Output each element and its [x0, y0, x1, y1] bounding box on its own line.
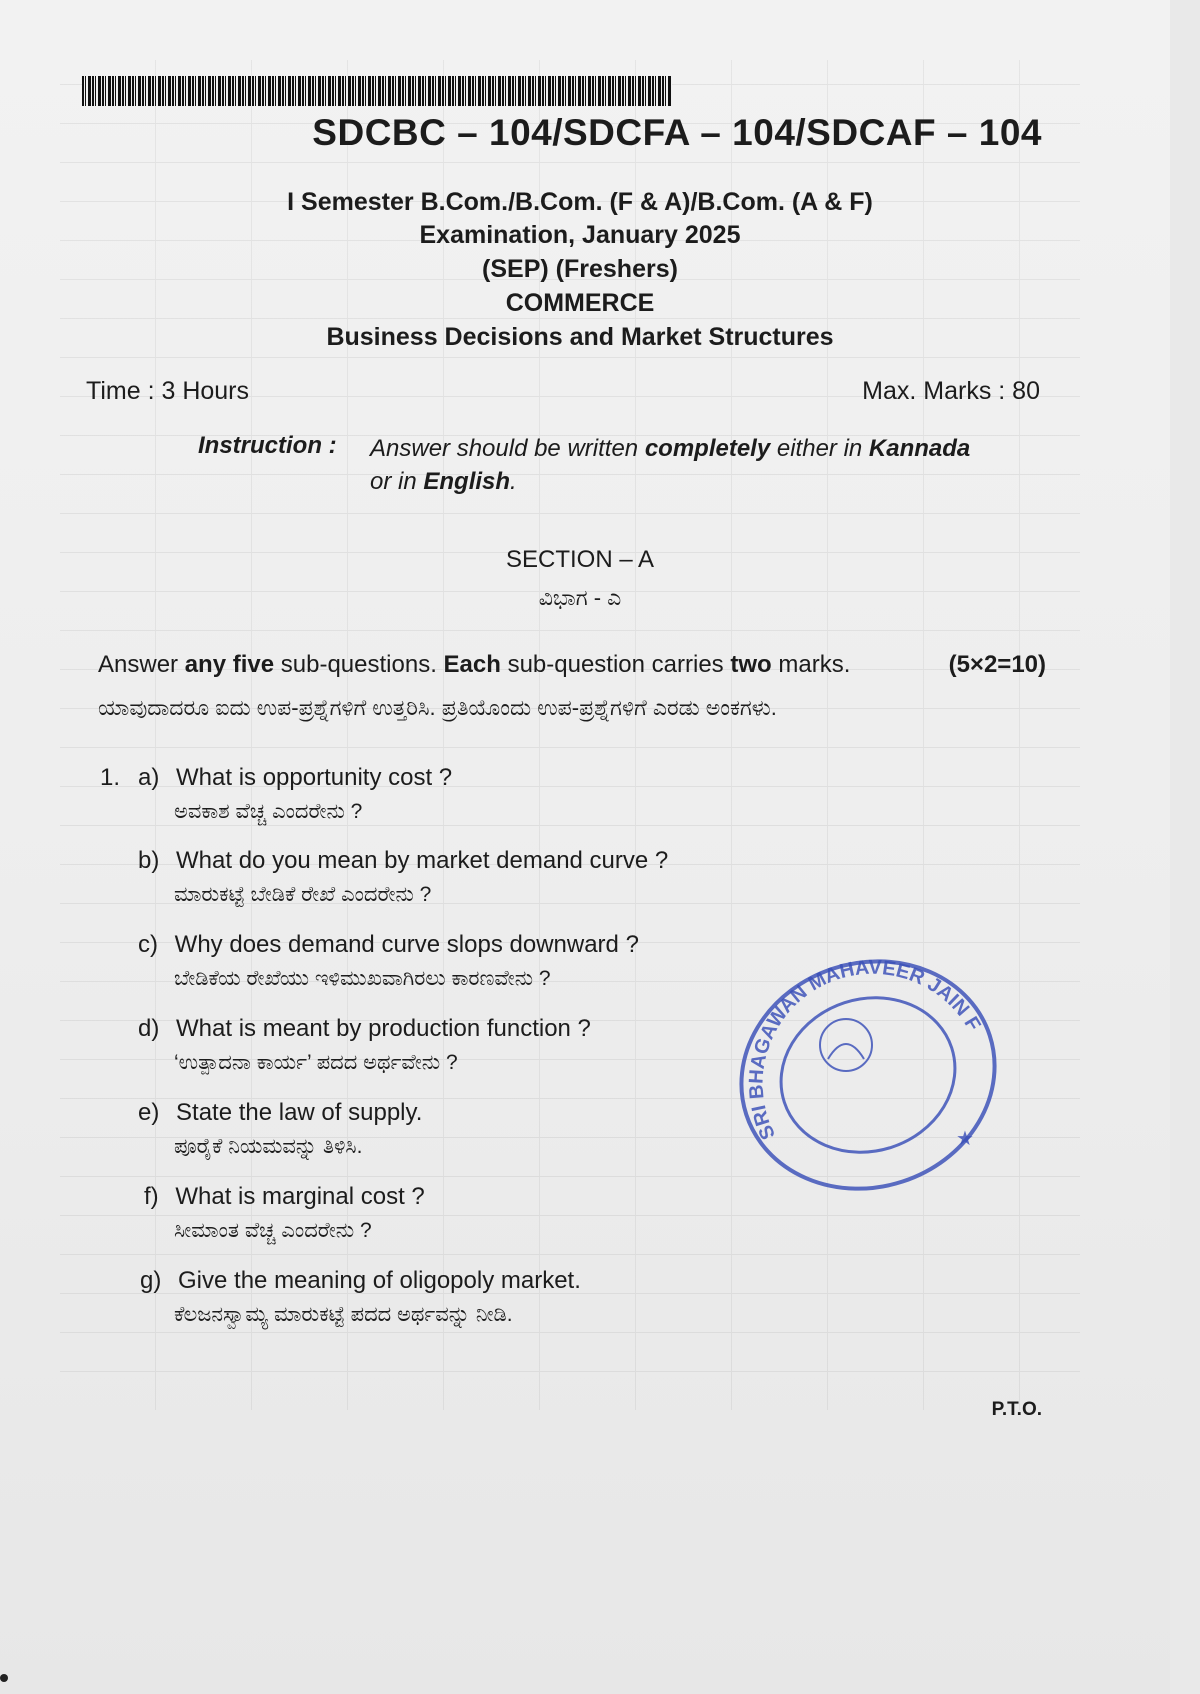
college-stamp: [718, 935, 1018, 1195]
stamp-lettering: SRI BHAGAWAN MAHAVEER JAIN FIRST: [745, 956, 985, 1143]
subquestion-label: e): [138, 1099, 160, 1126]
subquestion-label: f): [144, 1183, 159, 1210]
subquestion-kannada: ‘ಉತ್ಪಾದನಾ ಕಾರ್ಯ’ ಪದದ ಅರ್ಥವೇನು ?: [174, 1051, 458, 1074]
subquestion-text: State the law of supply.: [176, 1099, 423, 1126]
subquestion-kannada: ಪೂರೈಕೆ ನಿಯಮವನ್ನು ತಿಳಿಸಿ.: [174, 1135, 363, 1158]
subquestion-label: g): [140, 1267, 162, 1294]
subquestion-text: What do you mean by market demand curve ?: [176, 847, 669, 874]
answer-instruction-kannada: ಯಾವುದಾದರೂ ಐದು ಉಪ-ಪ್ರಶ್ನೆಗಳಿಗೆ ಉತ್ತರಿಸಿ. ಪ್ರತಿಯೊಂದು ಉಪ-ಪ್ರಶ್ನೆಗಳಿಗೆ ಎರಡು ಅಂಕಗಳು.: [98, 695, 777, 720]
svg-text:SRI BHAGAWAN MAHAVEER JAIN FIR: [718, 935, 985, 1158]
subquestion-kannada: ಸೀಮಾಂತ ವೆಚ್ಚ ಎಂದರೇನು ?: [174, 1219, 372, 1242]
barcode: [82, 76, 672, 106]
max-marks: Max. Marks : 80: [862, 377, 1040, 405]
subquestion-b: [138, 847, 668, 907]
subquestion-d: [138, 1015, 591, 1075]
exam-line: Examination, January 2025: [419, 221, 741, 249]
subquestion-f: [144, 1183, 425, 1243]
subquestion-label: b): [138, 847, 160, 874]
subquestion-label: d): [138, 1015, 160, 1042]
subquestion-g: [140, 1267, 581, 1327]
question-number: 1.: [100, 764, 121, 791]
section-title-kannada: ವಿಭಾಗ - ಎ: [538, 585, 622, 610]
scan-mark: [0, 1674, 8, 1682]
subject-line: COMMERCE: [505, 289, 655, 317]
pto-marker: P.T.O.: [991, 1399, 1042, 1420]
section-marks: (5×2=10): [948, 651, 1046, 678]
subquestion-kannada: ಬೇಡಿಕೆಯ ರೇಖೆಯು ಇಳಿಮುಖವಾಗಿರಲು ಕಾರಣವೇನು ?: [174, 967, 551, 990]
subquestion-kannada: ಕೆಲಜನಸ್ವಾಮ್ಯ ಮಾರುಕಟ್ಟೆ ಪದದ ಅರ್ಥವನ್ನು ನೀಡಿ.: [174, 1303, 513, 1326]
subquestion-label: c): [138, 931, 158, 958]
subquestion-text: Give the meaning of oligopoly market.: [178, 1267, 581, 1294]
answer-instruction: Answer any five sub-questions. Each sub-question carries two marks.: [98, 651, 851, 678]
subquestion-e: [138, 1099, 422, 1159]
subquestion-a: [138, 764, 452, 824]
scheme-line: (SEP) (Freshers): [482, 255, 678, 283]
subquestion-text: Why does demand curve slops downward ?: [174, 931, 639, 958]
subquestion-text: What is marginal cost ?: [175, 1183, 425, 1210]
svg-text:★: ★: [956, 1128, 974, 1150]
time-allowed: Time : 3 Hours: [86, 377, 250, 405]
instruction-text: Answer should be written completely either in Kannada or in English.: [370, 435, 971, 495]
semester-line: I Semester B.Com./B.Com. (F & A)/B.Com. (A & F): [287, 188, 873, 216]
section-title: SECTION – A: [505, 546, 655, 573]
subquestion-label: a): [138, 764, 160, 791]
subquestion-text: What is meant by production function ?: [176, 1015, 591, 1042]
paper-title: Business Decisions and Market Structures: [326, 323, 834, 351]
instruction: [198, 432, 971, 495]
subquestion-kannada: ಮಾರುಕಟ್ಟೆ ಬೇಡಿಕೆ ರೇಖೆ ಎಂದರೇನು ?: [174, 883, 432, 906]
subquestion-kannada: ಅವಕಾಶ ವೆಚ್ಚ ಎಂದರೇನು ?: [174, 800, 363, 823]
instruction-label: Instruction :: [198, 432, 337, 459]
course-code: SDCBC – 104/SDCFA – 104/SDCAF – 104: [312, 112, 1042, 153]
subquestion-c: [138, 931, 639, 991]
subquestion-text: What is opportunity cost ?: [176, 764, 453, 791]
